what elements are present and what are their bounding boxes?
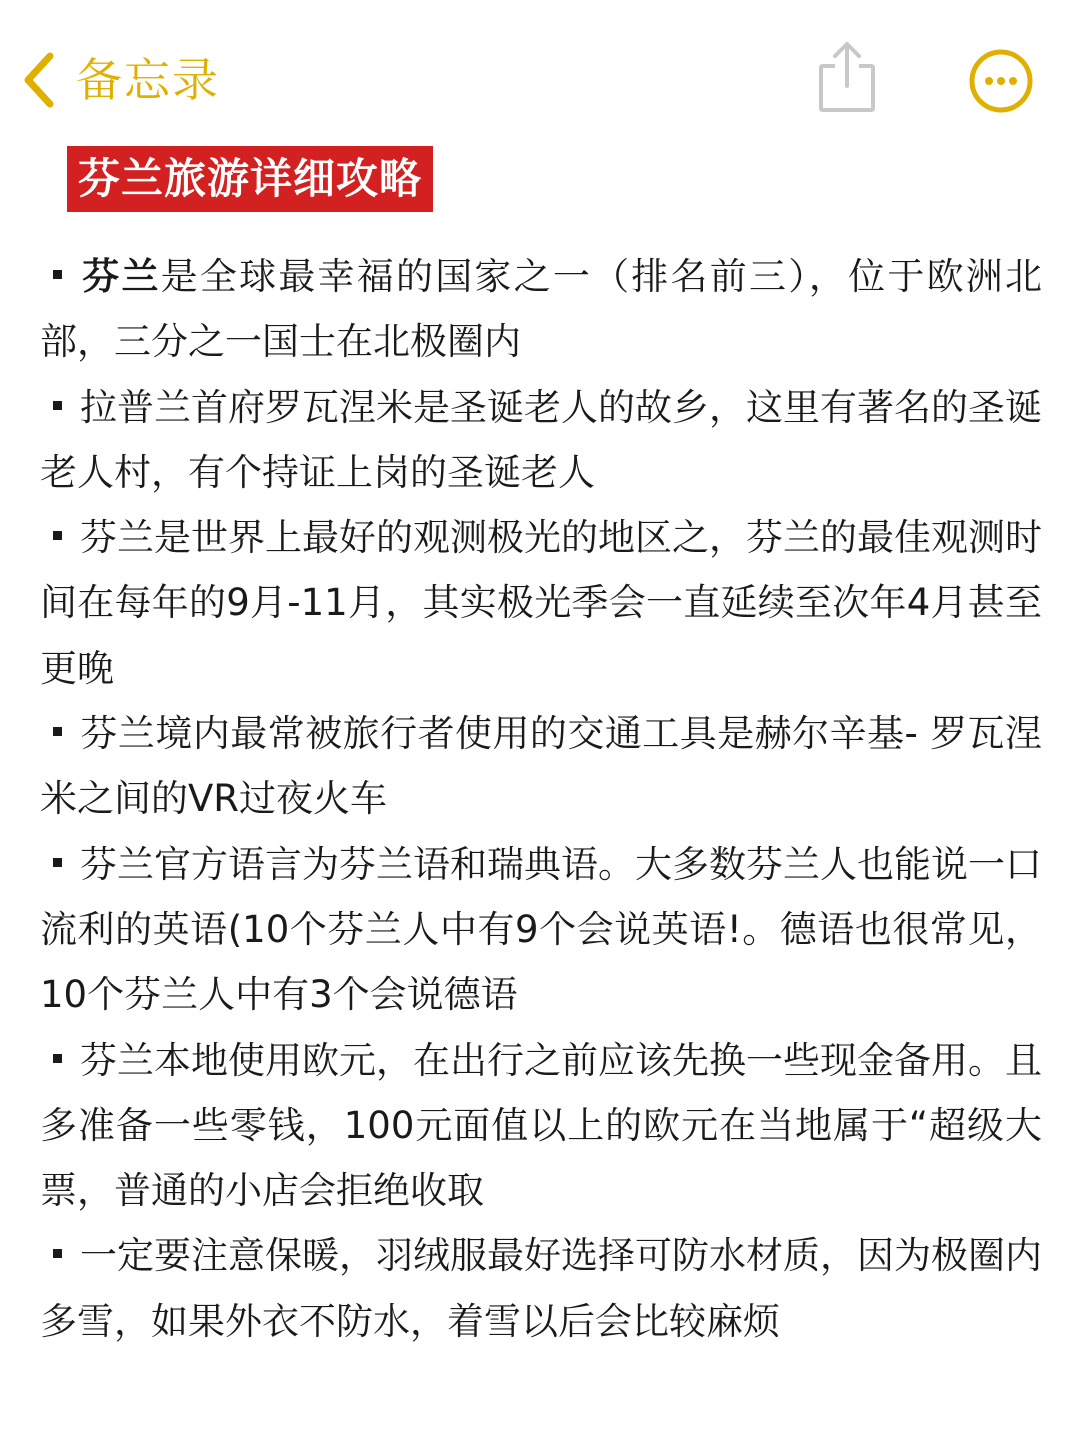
note-list-item [40, 244, 1042, 375]
back-label: 备忘录 [76, 53, 220, 107]
bullet-icon [53, 858, 62, 867]
item-text: 芬兰境内最常被旅行者使用的交通工具是赫尔辛基- 罗瓦涅米之间的VR过夜火车 [40, 712, 1042, 821]
share-icon [815, 40, 879, 116]
bullet-icon [53, 401, 62, 410]
note-title-highlight [67, 146, 433, 212]
bullet-icon [53, 727, 62, 736]
item-text: 拉普兰首府罗瓦涅米是圣诞老人的故乡，这里有著名的圣诞老人村，有个持证上岗的圣诞老人 [40, 385, 1042, 494]
note-list-item [40, 1028, 1042, 1224]
more-icon [968, 48, 1034, 114]
note-list-item [40, 701, 1042, 832]
bullet-icon [53, 270, 62, 279]
note-list-item [40, 832, 1042, 1028]
bullet-icon [53, 1054, 62, 1063]
note-list-item [40, 375, 1042, 506]
item-text: 一定要注意保暖，羽绒服最好选择可防水材质，因为极圈内多雪，如果外衣不防水，着雪以后会比较麻烦 [40, 1234, 1042, 1343]
item-keyword: 芬兰 [80, 255, 161, 298]
note-body[interactable] [40, 244, 1042, 1354]
item-text: 是全球最幸福的国家之一（排名前三），位于欧洲北部，三分之一国士在北极圈内 [40, 255, 1043, 364]
share-button[interactable] [815, 40, 879, 116]
item-text: 芬兰是世界上最好的观测极光的地区之，芬兰的最佳观测时间在每年的9月-11月，其实极光季会一直延续至次年4月甚至更晚 [40, 516, 1042, 690]
bullet-icon [53, 1249, 62, 1258]
item-text: 芬兰官方语言为芬兰语和瑞典语。大多数芬兰人也能说一口流利的英语(10个芬兰人中有9个会说英语!。德语也很常见，10个芬兰人中有3个会说德语 [40, 842, 1042, 1017]
navigation-bar [0, 0, 1080, 140]
back-button[interactable] [22, 48, 220, 112]
more-button[interactable] [968, 48, 1034, 114]
chevron-left-icon [22, 52, 56, 108]
note-title: 芬兰旅游详细攻略 [78, 154, 423, 203]
item-text: 芬兰本地使用欧元，在出行之前应该先换一些现金备用。且多准备一些零钱，100元面值以上的欧元在当地属于“超级大票，普通的小店会拒绝收取 [40, 1038, 1042, 1213]
bullet-icon [53, 531, 62, 540]
note-list-item [40, 505, 1042, 701]
note-list-item [40, 1223, 1042, 1354]
